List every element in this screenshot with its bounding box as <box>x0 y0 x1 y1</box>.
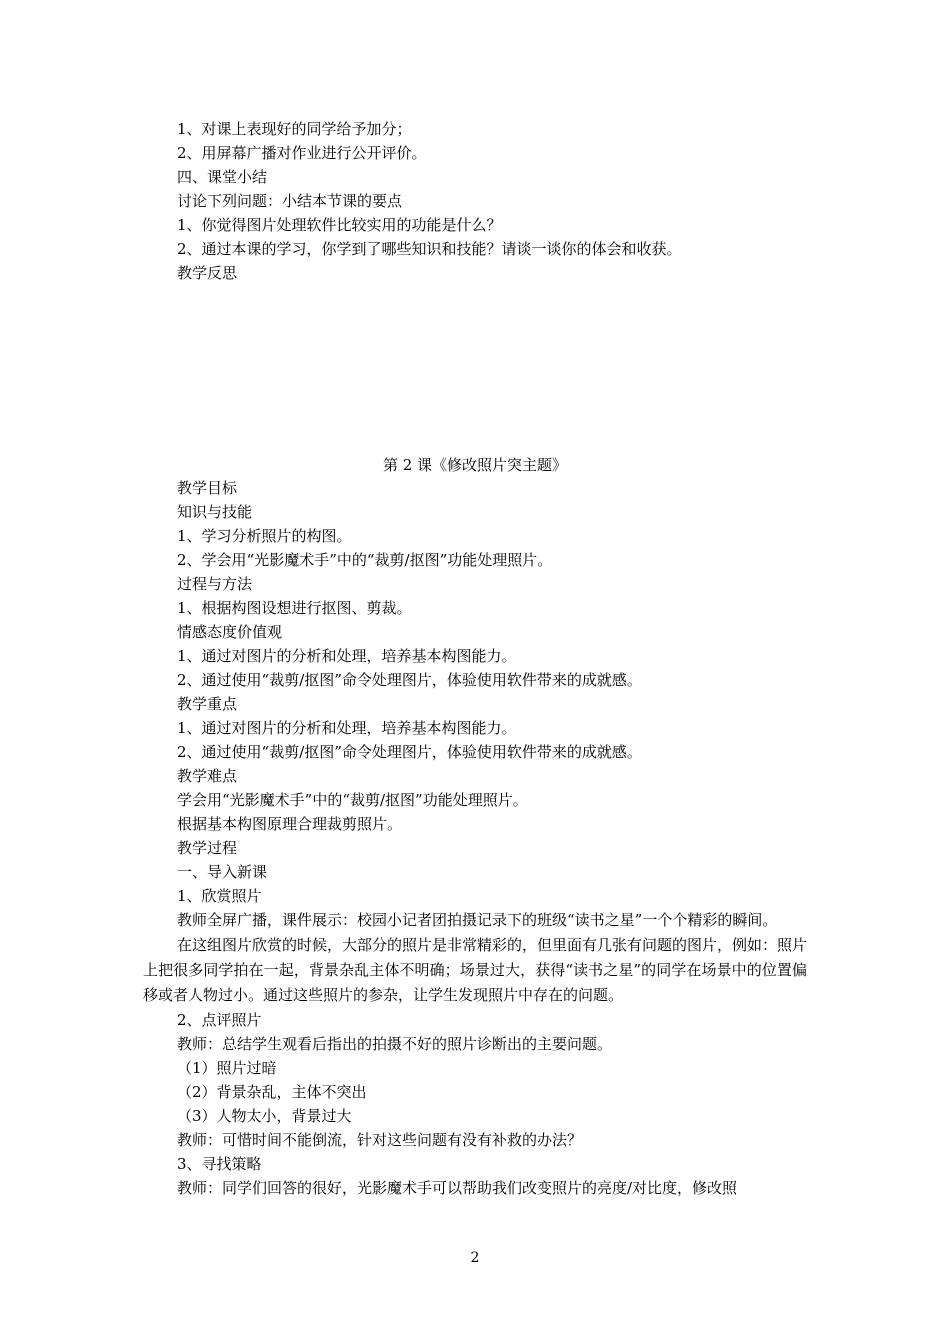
text-line: 1、通过对图片的分析和处理，培养基本构图能力。 <box>177 647 517 665</box>
lesson-body <box>143 476 807 1200</box>
text-line: 学会用“光影魔术手”中的“裁剪/抠图”功能处理照片。 <box>177 791 528 809</box>
text-line: 1、学习分析照片的构图。 <box>177 527 352 545</box>
lesson-title: 第 2 课《修改照片突主题》 <box>382 456 568 474</box>
section-heading: 教学反思 <box>177 264 238 282</box>
text-line: 3、寻找策略 <box>177 1155 262 1173</box>
text-line: 1、欣赏照片 <box>177 887 262 905</box>
section-heading: 教学过程 <box>177 839 238 857</box>
text-line: 教师：可惜时间不能倒流，针对这些问题有没有补救的办法？ <box>177 1131 583 1149</box>
section-heading: 教学难点 <box>177 767 238 785</box>
text-line: 2、用屏幕广播对作业进行公开评价。 <box>177 144 427 162</box>
text-line: 2、学会用“光影魔术手”中的“裁剪/抠图”功能处理照片。 <box>177 551 553 569</box>
text-line: 2、通过本课的学习，你学到了哪些知识和技能？请谈一谈你的体会和收获。 <box>177 240 682 258</box>
text-line: 教师：同学们回答的很好，光影魔术手可以帮助我们改变照片的亮度/对比度，修改照 <box>177 1179 738 1197</box>
text-line: 教师：总结学生观看后指出的拍摄不好的照片诊断出的主要问题。 <box>177 1035 613 1053</box>
list-item: （1）照片过暗 <box>177 1059 277 1077</box>
list-item: （3）人物太小，背景过大 <box>177 1107 352 1125</box>
text-line: 2、通过使用“裁剪/抠图”命令处理图片，体验使用软件带来的成就感。 <box>177 743 642 761</box>
list-item: （2）背景杂乱，主体不突出 <box>177 1083 367 1101</box>
text-line: 2、点评照片 <box>177 1011 262 1029</box>
text-line: 1、对课上表现好的同学给予加分； <box>177 120 412 138</box>
subheading: 过程与方法 <box>177 575 253 593</box>
text-line: 1、你觉得图片处理软件比较实用的功能是什么？ <box>177 216 502 234</box>
text-line: 1、通过对图片的分析和处理，培养基本构图能力。 <box>177 719 517 737</box>
subheading: 情感态度价值观 <box>177 623 283 641</box>
text-line: 2、通过使用“裁剪/抠图”命令处理图片，体验使用软件带来的成就感。 <box>177 671 642 689</box>
paragraph: 教师全屏广播，课件展示：校园小记者团拍摄记录下的班级“读书之星”一个个精彩的瞬间。 <box>177 911 778 929</box>
text-line: 一、导入新课 <box>177 863 268 881</box>
text-line: 讨论下列问题：小结本节课的要点 <box>177 192 403 210</box>
section-heading: 教学目标 <box>177 479 238 497</box>
paragraph: 在这组图片欣赏的时候，大部分的照片是非常精彩的，但里面有几张有问题的图片，例如：照片上把很多同学拍在一起，背景杂乱主体不明确；场景过大，获得“读书之星”的同学在场景中的位置偏移或者人物过小。通过这些照片的参杂，让学生发现照片中存在的问题。 <box>143 936 808 1004</box>
subheading: 知识与技能 <box>177 503 253 521</box>
text-line: 1、根据构图设想进行抠图、剪裁。 <box>177 599 412 617</box>
page-number: 2 <box>470 1250 480 1266</box>
section-heading: 教学重点 <box>177 695 238 713</box>
text-line: 根据基本构图原理合理裁剪照片。 <box>177 815 403 833</box>
top-section <box>143 117 807 285</box>
section-heading: 四、课堂小结 <box>177 168 268 186</box>
